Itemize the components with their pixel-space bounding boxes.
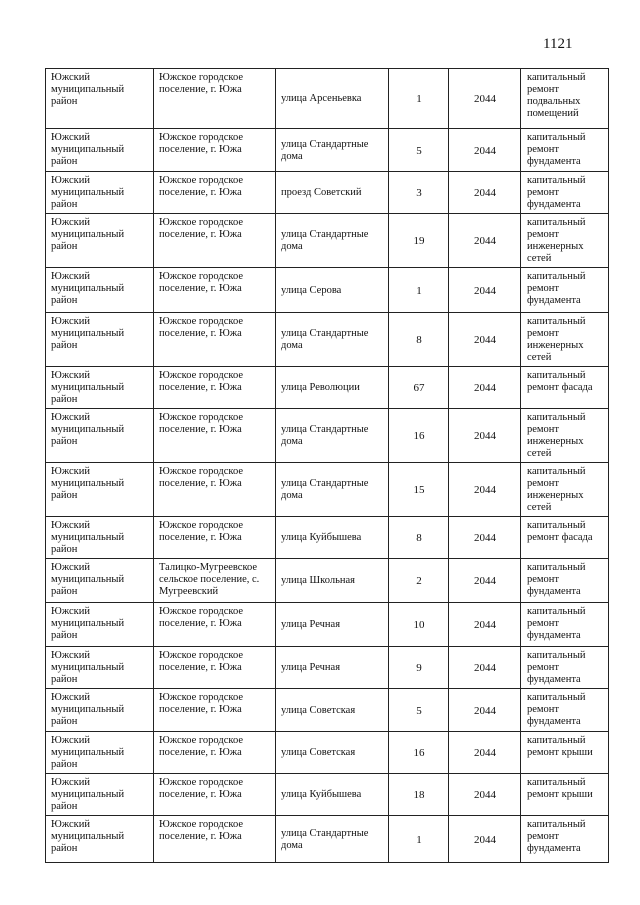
work-type-cell: капитальный ремонт фундамента [521, 172, 609, 214]
year-cell: 2044 [449, 214, 521, 268]
table-row [46, 647, 609, 689]
street-cell: улица Революции [276, 367, 389, 409]
street-cell: улица Стандартные дома [276, 463, 389, 517]
house-number-cell: 5 [389, 689, 449, 732]
settlement-cell: Талицко-Мугреевское сельское поселение, с. Мугреевский [154, 559, 276, 603]
street-cell: улица Советская [276, 732, 389, 774]
work-type-cell: капитальный ремонт фундамента [521, 816, 609, 863]
house-number-cell: 3 [389, 172, 449, 214]
street-cell: улица Арсеньевка [276, 69, 389, 129]
house-number-cell: 1 [389, 69, 449, 129]
settlement-cell: Южское городское поселение, г. Южа [154, 689, 276, 732]
street-cell: улица Куйбышева [276, 517, 389, 559]
repair-schedule-table [45, 68, 609, 863]
settlement-cell: Южское городское поселение, г. Южа [154, 463, 276, 517]
district-cell: Южский муниципальный район [46, 172, 154, 214]
year-cell: 2044 [449, 689, 521, 732]
year-cell: 2044 [449, 268, 521, 313]
year-cell: 2044 [449, 172, 521, 214]
settlement-cell: Южское городское поселение, г. Южа [154, 172, 276, 214]
street-cell: улица Стандартные дома [276, 214, 389, 268]
year-cell: 2044 [449, 559, 521, 603]
table-row [46, 268, 609, 313]
district-cell: Южский муниципальный район [46, 463, 154, 517]
house-number-cell: 16 [389, 732, 449, 774]
table-row [46, 774, 609, 816]
street-cell: улица Стандартные дома [276, 816, 389, 863]
street-cell: улица Школьная [276, 559, 389, 603]
district-cell: Южский муниципальный район [46, 689, 154, 732]
street-cell: улица Речная [276, 603, 389, 647]
year-cell: 2044 [449, 463, 521, 517]
table-row [46, 214, 609, 268]
work-type-cell: капитальный ремонт фундамента [521, 603, 609, 647]
work-type-cell: капитальный ремонт фундамента [521, 129, 609, 172]
table-row [46, 367, 609, 409]
table-row [46, 69, 609, 129]
street-cell: улица Советская [276, 689, 389, 732]
district-cell: Южский муниципальный район [46, 517, 154, 559]
street-cell: улица Стандартные дома [276, 313, 389, 367]
district-cell: Южский муниципальный район [46, 603, 154, 647]
year-cell: 2044 [449, 313, 521, 367]
house-number-cell: 2 [389, 559, 449, 603]
house-number-cell: 1 [389, 268, 449, 313]
table-row [46, 816, 609, 863]
house-number-cell: 5 [389, 129, 449, 172]
year-cell: 2044 [449, 816, 521, 863]
district-cell: Южский муниципальный район [46, 313, 154, 367]
year-cell: 2044 [449, 603, 521, 647]
year-cell: 2044 [449, 774, 521, 816]
house-number-cell: 8 [389, 517, 449, 559]
work-type-cell: капитальный ремонт инженерных сетей [521, 214, 609, 268]
year-cell: 2044 [449, 647, 521, 689]
work-type-cell: капитальный ремонт фундамента [521, 647, 609, 689]
district-cell: Южский муниципальный район [46, 69, 154, 129]
work-type-cell: капитальный ремонт инженерных сетей [521, 409, 609, 463]
house-number-cell: 9 [389, 647, 449, 689]
street-cell: улица Серова [276, 268, 389, 313]
table-row [46, 689, 609, 732]
street-cell: улица Речная [276, 647, 389, 689]
work-type-cell: капитальный ремонт инженерных сетей [521, 463, 609, 517]
district-cell: Южский муниципальный район [46, 647, 154, 689]
street-cell: проезд Советский [276, 172, 389, 214]
district-cell: Южский муниципальный район [46, 409, 154, 463]
year-cell: 2044 [449, 367, 521, 409]
settlement-cell: Южское городское поселение, г. Южа [154, 69, 276, 129]
settlement-cell: Южское городское поселение, г. Южа [154, 517, 276, 559]
settlement-cell: Южское городское поселение, г. Южа [154, 129, 276, 172]
house-number-cell: 10 [389, 603, 449, 647]
settlement-cell: Южское городское поселение, г. Южа [154, 214, 276, 268]
house-number-cell: 16 [389, 409, 449, 463]
table-row [46, 559, 609, 603]
work-type-cell: капитальный ремонт фасада [521, 367, 609, 409]
work-type-cell: капитальный ремонт крыши [521, 774, 609, 816]
year-cell: 2044 [449, 409, 521, 463]
house-number-cell: 8 [389, 313, 449, 367]
settlement-cell: Южское городское поселение, г. Южа [154, 816, 276, 863]
district-cell: Южский муниципальный район [46, 774, 154, 816]
table-row [46, 172, 609, 214]
house-number-cell: 15 [389, 463, 449, 517]
settlement-cell: Южское городское поселение, г. Южа [154, 732, 276, 774]
street-cell: улица Стандартные дома [276, 129, 389, 172]
table-row [46, 129, 609, 172]
settlement-cell: Южское городское поселение, г. Южа [154, 774, 276, 816]
table-row [46, 409, 609, 463]
house-number-cell: 19 [389, 214, 449, 268]
work-type-cell: капитальный ремонт фундамента [521, 268, 609, 313]
settlement-cell: Южское городское поселение, г. Южа [154, 313, 276, 367]
table-row [46, 313, 609, 367]
settlement-cell: Южское городское поселение, г. Южа [154, 409, 276, 463]
street-cell: улица Стандартные дома [276, 409, 389, 463]
table-row [46, 732, 609, 774]
year-cell: 2044 [449, 732, 521, 774]
district-cell: Южский муниципальный район [46, 268, 154, 313]
district-cell: Южский муниципальный район [46, 816, 154, 863]
work-type-cell: капитальный ремонт фундамента [521, 559, 609, 603]
settlement-cell: Южское городское поселение, г. Южа [154, 647, 276, 689]
district-cell: Южский муниципальный район [46, 367, 154, 409]
district-cell: Южский муниципальный район [46, 214, 154, 268]
district-cell: Южский муниципальный район [46, 559, 154, 603]
settlement-cell: Южское городское поселение, г. Южа [154, 603, 276, 647]
district-cell: Южский муниципальный район [46, 129, 154, 172]
work-type-cell: капитальный ремонт крыши [521, 732, 609, 774]
year-cell: 2044 [449, 69, 521, 129]
work-type-cell: капитальный ремонт фасада [521, 517, 609, 559]
work-type-cell: капитальный ремонт инженерных сетей [521, 313, 609, 367]
year-cell: 2044 [449, 517, 521, 559]
settlement-cell: Южское городское поселение, г. Южа [154, 367, 276, 409]
work-type-cell: капитальный ремонт фундамента [521, 689, 609, 732]
year-cell: 2044 [449, 129, 521, 172]
page-number: 1121 [543, 36, 573, 52]
district-cell: Южский муниципальный район [46, 732, 154, 774]
table-row [46, 603, 609, 647]
house-number-cell: 67 [389, 367, 449, 409]
settlement-cell: Южское городское поселение, г. Южа [154, 268, 276, 313]
street-cell: улица Куйбышева [276, 774, 389, 816]
table-row [46, 517, 609, 559]
work-type-cell: капитальный ремонт подвальных помещений [521, 69, 609, 129]
house-number-cell: 18 [389, 774, 449, 816]
house-number-cell: 1 [389, 816, 449, 863]
table-row [46, 463, 609, 517]
